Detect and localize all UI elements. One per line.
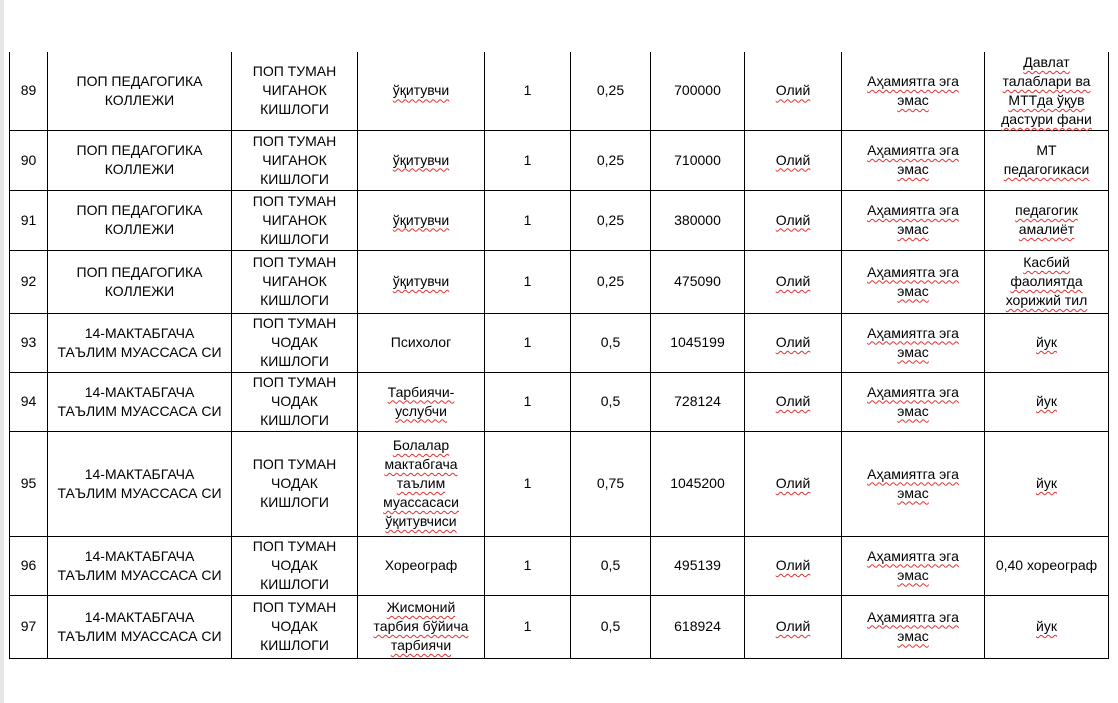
cell-edu bbox=[745, 536, 842, 595]
cell-salary bbox=[651, 250, 745, 313]
cell-qty bbox=[485, 52, 571, 130]
note-line: фаолиятда bbox=[1010, 273, 1083, 289]
cell-salary bbox=[651, 431, 745, 536]
cell-edu bbox=[745, 130, 842, 190]
cell-num bbox=[10, 190, 48, 250]
loc-line: ПОП ТУМАН bbox=[252, 254, 337, 270]
cell-num bbox=[10, 52, 48, 130]
org-line: КОЛЛЕЖИ bbox=[104, 161, 175, 177]
cell-rate bbox=[571, 250, 651, 313]
edu-value: Олий bbox=[775, 151, 811, 168]
loc-line: ПОП ТУМАН bbox=[252, 315, 337, 331]
note-line: Давлат bbox=[1023, 53, 1070, 70]
cell-req bbox=[842, 313, 985, 372]
loc-line: ЧИГАНОК bbox=[262, 211, 327, 228]
cell-salary bbox=[651, 536, 745, 595]
note-line: йук bbox=[1036, 334, 1057, 350]
num-value: 92 bbox=[20, 273, 37, 289]
cell-pos bbox=[358, 250, 485, 313]
cell-salary bbox=[651, 372, 745, 431]
loc-line: ЧОДАК bbox=[271, 393, 318, 409]
loc-line: ЧИГАНОК bbox=[262, 273, 327, 289]
table-body bbox=[10, 52, 1109, 658]
cell-rate bbox=[571, 536, 651, 595]
edu-value: Олий bbox=[775, 393, 811, 409]
pos-line: тарбия бўйича bbox=[373, 618, 469, 634]
org-line: 14-МАКТАБГАЧА bbox=[84, 547, 195, 564]
pos-line: Психолог bbox=[390, 334, 452, 350]
loc-line: ПОП ТУМАН bbox=[252, 192, 337, 209]
cell-qty bbox=[485, 130, 571, 190]
pos-line: ўқитувчи bbox=[392, 82, 450, 99]
org-line: ТАЪЛИМ МУАССАСА СИ bbox=[57, 566, 222, 583]
pos-line: Болалар bbox=[392, 437, 450, 453]
loc-line: КИШЛОГИ bbox=[260, 101, 329, 118]
cell-req bbox=[842, 130, 985, 190]
salary-value: 728124 bbox=[674, 393, 721, 409]
note-line: йук bbox=[1036, 618, 1057, 634]
req-line: эмас bbox=[897, 627, 929, 644]
cell-qty bbox=[485, 313, 571, 372]
cell-org bbox=[48, 313, 232, 372]
cell-loc bbox=[232, 190, 358, 250]
cell-pos bbox=[358, 313, 485, 372]
cell-org bbox=[48, 595, 232, 658]
org-line: 14-МАКТАБГАЧА bbox=[84, 324, 195, 341]
cell-pos bbox=[358, 372, 485, 431]
req-line: Аҳамиятга эга bbox=[867, 324, 959, 341]
edu-value: Олий bbox=[775, 557, 811, 573]
cell-loc bbox=[232, 536, 358, 595]
note-line: хорижий тил bbox=[1005, 292, 1088, 308]
cell-rate bbox=[571, 595, 651, 658]
note-line: педагогикаси bbox=[1003, 161, 1090, 177]
table-row bbox=[10, 250, 1109, 313]
cell-qty bbox=[485, 372, 571, 431]
req-line: эмас bbox=[897, 402, 929, 419]
table-row bbox=[10, 595, 1109, 658]
req-line: эмас bbox=[897, 91, 929, 108]
note-line: амалиёт bbox=[1018, 221, 1075, 237]
cell-qty bbox=[485, 190, 571, 250]
loc-line: ПОП ТУМАН bbox=[252, 374, 337, 390]
req-line: Аҳамиятга эга bbox=[867, 142, 959, 158]
cell-loc bbox=[232, 372, 358, 431]
req-line: Аҳамиятга эга bbox=[867, 263, 959, 280]
cell-loc bbox=[232, 52, 358, 130]
rate-value: 0,5 bbox=[600, 557, 621, 573]
loc-line: КИШЛОГИ bbox=[260, 576, 329, 592]
table-row bbox=[10, 313, 1109, 372]
cell-note bbox=[985, 536, 1109, 595]
org-line: ТАЪЛИМ МУАССАСА СИ bbox=[57, 343, 222, 360]
cell-note bbox=[985, 130, 1109, 190]
org-line: 14-МАКТАБГАЧА bbox=[84, 608, 195, 625]
req-line: эмас bbox=[897, 161, 929, 177]
cell-org bbox=[48, 190, 232, 250]
cell-qty bbox=[485, 595, 571, 658]
num-value: 97 bbox=[20, 618, 37, 634]
salary-value: 1045200 bbox=[670, 475, 725, 491]
req-line: Аҳамиятга эга bbox=[867, 465, 959, 482]
cell-rate bbox=[571, 52, 651, 130]
loc-line: ПОП ТУМАН bbox=[252, 456, 337, 472]
cell-qty bbox=[485, 536, 571, 595]
vacancy-table bbox=[9, 52, 1109, 659]
loc-line: ПОП ТУМАН bbox=[252, 63, 337, 80]
loc-line: КИШЛОГИ bbox=[260, 412, 329, 428]
pos-line: ўқитувчи bbox=[392, 151, 450, 168]
cell-rate bbox=[571, 313, 651, 372]
loc-line: КИШЛОГИ bbox=[260, 230, 329, 247]
salary-value: 1045199 bbox=[670, 334, 725, 350]
edu-value: Олий bbox=[775, 273, 811, 289]
num-value: 90 bbox=[20, 151, 37, 168]
pos-line: Тарбиячи- bbox=[387, 383, 455, 400]
loc-line: ЧИГАНОК bbox=[262, 151, 327, 168]
org-line: ПОП ПЕДАГОГИКА bbox=[76, 72, 203, 89]
cell-pos bbox=[358, 595, 485, 658]
cell-qty bbox=[485, 250, 571, 313]
req-line: эмас bbox=[897, 282, 929, 299]
pos-line: таълим bbox=[396, 475, 446, 491]
cell-org bbox=[48, 250, 232, 313]
pos-line: ўқитувчи bbox=[392, 273, 450, 289]
cell-salary bbox=[651, 595, 745, 658]
cell-num bbox=[10, 250, 48, 313]
loc-line: КИШЛОГИ bbox=[260, 494, 329, 510]
org-line: КОЛЛЕЖИ bbox=[104, 282, 175, 299]
req-line: Аҳамиятга эга bbox=[867, 547, 959, 564]
table-row bbox=[10, 190, 1109, 250]
num-value: 96 bbox=[20, 557, 37, 573]
qty-value: 1 bbox=[523, 618, 532, 634]
loc-line: ЧОДАК bbox=[271, 618, 318, 634]
qty-value: 1 bbox=[523, 393, 532, 409]
req-line: эмас bbox=[897, 566, 929, 583]
cell-edu bbox=[745, 595, 842, 658]
cell-pos bbox=[358, 431, 485, 536]
num-value: 91 bbox=[20, 211, 37, 228]
org-line: 14-МАКТАБГАЧА bbox=[84, 465, 195, 482]
loc-line: ПОП ТУМАН bbox=[252, 599, 337, 615]
cell-pos bbox=[358, 190, 485, 250]
page-margin-shade bbox=[0, 0, 4, 703]
cell-rate bbox=[571, 431, 651, 536]
cell-rate bbox=[571, 130, 651, 190]
cell-edu bbox=[745, 372, 842, 431]
cell-loc bbox=[232, 250, 358, 313]
org-line: КОЛЛЕЖИ bbox=[104, 91, 175, 108]
req-line: Аҳамиятга эга bbox=[867, 72, 959, 89]
pos-line: Хореограф bbox=[384, 557, 458, 573]
cell-pos bbox=[358, 536, 485, 595]
pos-line: ўқитувчи bbox=[392, 211, 450, 228]
table-row bbox=[10, 52, 1109, 130]
cell-pos bbox=[358, 130, 485, 190]
org-line: ТАЪЛИМ МУАССАСА СИ bbox=[57, 627, 222, 644]
cell-num bbox=[10, 372, 48, 431]
cell-edu bbox=[745, 250, 842, 313]
table-row bbox=[10, 431, 1109, 536]
org-line: ТАЪЛИМ МУАССАСА СИ bbox=[57, 484, 222, 501]
cell-loc bbox=[232, 130, 358, 190]
table-row bbox=[10, 372, 1109, 431]
cell-edu bbox=[745, 313, 842, 372]
pos-line: муассасаси bbox=[383, 494, 459, 510]
cell-salary bbox=[651, 130, 745, 190]
cell-num bbox=[10, 313, 48, 372]
note-line: йук bbox=[1036, 475, 1057, 491]
num-value: 95 bbox=[20, 475, 37, 491]
org-line: 14-МАКТАБГАЧА bbox=[84, 383, 195, 400]
req-line: эмас bbox=[897, 484, 929, 501]
num-value: 94 bbox=[20, 393, 37, 409]
cell-note bbox=[985, 250, 1109, 313]
rate-value: 0,25 bbox=[596, 151, 625, 168]
cell-req bbox=[842, 250, 985, 313]
salary-value: 618924 bbox=[674, 618, 721, 634]
note-line: МТ bbox=[1036, 142, 1057, 158]
rate-value: 0,75 bbox=[596, 475, 625, 491]
edu-value: Олий bbox=[775, 211, 811, 228]
cell-org bbox=[48, 372, 232, 431]
cell-org bbox=[48, 536, 232, 595]
note-line: Касбий bbox=[1023, 254, 1070, 270]
salary-value: 710000 bbox=[674, 151, 721, 168]
cell-num bbox=[10, 595, 48, 658]
qty-value: 1 bbox=[523, 557, 532, 573]
loc-line: ЧОДАК bbox=[271, 334, 318, 350]
note-line: дастури фани bbox=[1001, 110, 1092, 127]
loc-line: ПОП ТУМАН bbox=[252, 538, 337, 554]
cell-req bbox=[842, 372, 985, 431]
qty-value: 1 bbox=[523, 151, 532, 168]
cell-loc bbox=[232, 313, 358, 372]
num-value: 89 bbox=[20, 82, 37, 99]
org-line: ПОП ПЕДАГОГИКА bbox=[76, 263, 203, 280]
table-row bbox=[10, 130, 1109, 190]
req-line: Аҳамиятга эга bbox=[867, 608, 959, 625]
rate-value: 0,5 bbox=[600, 393, 621, 409]
note-line: 0,40 хореограф bbox=[995, 557, 1098, 573]
note-line: талаблари ва bbox=[1002, 72, 1091, 89]
loc-line: КИШЛОГИ bbox=[260, 637, 329, 653]
rate-value: 0,25 bbox=[596, 273, 625, 289]
rate-value: 0,25 bbox=[596, 82, 625, 99]
pos-line: мактабгача bbox=[384, 456, 458, 472]
cell-edu bbox=[745, 431, 842, 536]
edu-value: Олий bbox=[775, 334, 811, 350]
cell-note bbox=[985, 372, 1109, 431]
cell-num bbox=[10, 536, 48, 595]
req-line: Аҳамиятга эга bbox=[867, 383, 959, 400]
req-line: эмас bbox=[897, 343, 929, 360]
edu-value: Олий bbox=[775, 618, 811, 634]
rate-value: 0,5 bbox=[600, 334, 621, 350]
cell-rate bbox=[571, 372, 651, 431]
note-line: педагогик bbox=[1015, 202, 1078, 218]
cell-note bbox=[985, 431, 1109, 536]
loc-line: ЧИГАНОК bbox=[262, 82, 327, 99]
org-line: ПОП ПЕДАГОГИКА bbox=[76, 202, 203, 218]
rate-value: 0,5 bbox=[600, 618, 621, 634]
cell-req bbox=[842, 52, 985, 130]
edu-value: Олий bbox=[775, 82, 811, 99]
cell-org bbox=[48, 130, 232, 190]
cell-loc bbox=[232, 431, 358, 536]
cell-edu bbox=[745, 52, 842, 130]
req-line: Аҳамиятга эга bbox=[867, 202, 959, 218]
cell-salary bbox=[651, 190, 745, 250]
cell-salary bbox=[651, 52, 745, 130]
loc-line: ПОП ТУМАН bbox=[252, 132, 337, 149]
cell-org bbox=[48, 431, 232, 536]
qty-value: 1 bbox=[523, 334, 532, 350]
cell-org bbox=[48, 52, 232, 130]
org-line: ТАЪЛИМ МУАССАСА СИ bbox=[57, 402, 222, 419]
salary-value: 380000 bbox=[674, 211, 721, 228]
note-line: МТТда ўқув bbox=[1008, 91, 1085, 108]
qty-value: 1 bbox=[523, 475, 532, 491]
cell-note bbox=[985, 190, 1109, 250]
pos-line: Жисмоний bbox=[386, 599, 456, 615]
cell-qty bbox=[485, 431, 571, 536]
org-line: ПОП ПЕДАГОГИКА bbox=[76, 142, 203, 158]
salary-value: 495139 bbox=[674, 557, 721, 573]
org-line: КОЛЛЕЖИ bbox=[104, 221, 175, 237]
loc-line: КИШЛОГИ bbox=[260, 170, 329, 187]
salary-value: 700000 bbox=[674, 82, 721, 99]
qty-value: 1 bbox=[523, 82, 532, 99]
qty-value: 1 bbox=[523, 211, 532, 228]
cell-loc bbox=[232, 595, 358, 658]
cell-salary bbox=[651, 313, 745, 372]
cell-pos bbox=[358, 52, 485, 130]
pos-line: ўқитувчиси bbox=[385, 513, 457, 529]
cell-req bbox=[842, 536, 985, 595]
cell-note bbox=[985, 52, 1109, 130]
edu-value: Олий bbox=[775, 475, 811, 491]
cell-note bbox=[985, 313, 1109, 372]
cell-req bbox=[842, 190, 985, 250]
cell-num bbox=[10, 431, 48, 536]
pos-line: тарбиячи bbox=[390, 637, 452, 653]
cell-req bbox=[842, 431, 985, 536]
cell-edu bbox=[745, 190, 842, 250]
cell-note bbox=[985, 595, 1109, 658]
note-line: йук bbox=[1036, 393, 1057, 409]
loc-line: ЧОДАК bbox=[271, 475, 318, 491]
cell-req bbox=[842, 595, 985, 658]
salary-value: 475090 bbox=[674, 273, 721, 289]
qty-value: 1 bbox=[523, 273, 532, 289]
num-value: 93 bbox=[20, 334, 37, 350]
loc-line: КИШЛОГИ bbox=[260, 353, 329, 369]
cell-num bbox=[10, 130, 48, 190]
loc-line: ЧОДАК bbox=[271, 557, 318, 573]
pos-line: услубчи bbox=[395, 402, 447, 419]
loc-line: КИШЛОГИ bbox=[260, 292, 329, 308]
table-row bbox=[10, 536, 1109, 595]
cell-rate bbox=[571, 190, 651, 250]
req-line: эмас bbox=[897, 221, 929, 237]
rate-value: 0,25 bbox=[596, 211, 625, 228]
